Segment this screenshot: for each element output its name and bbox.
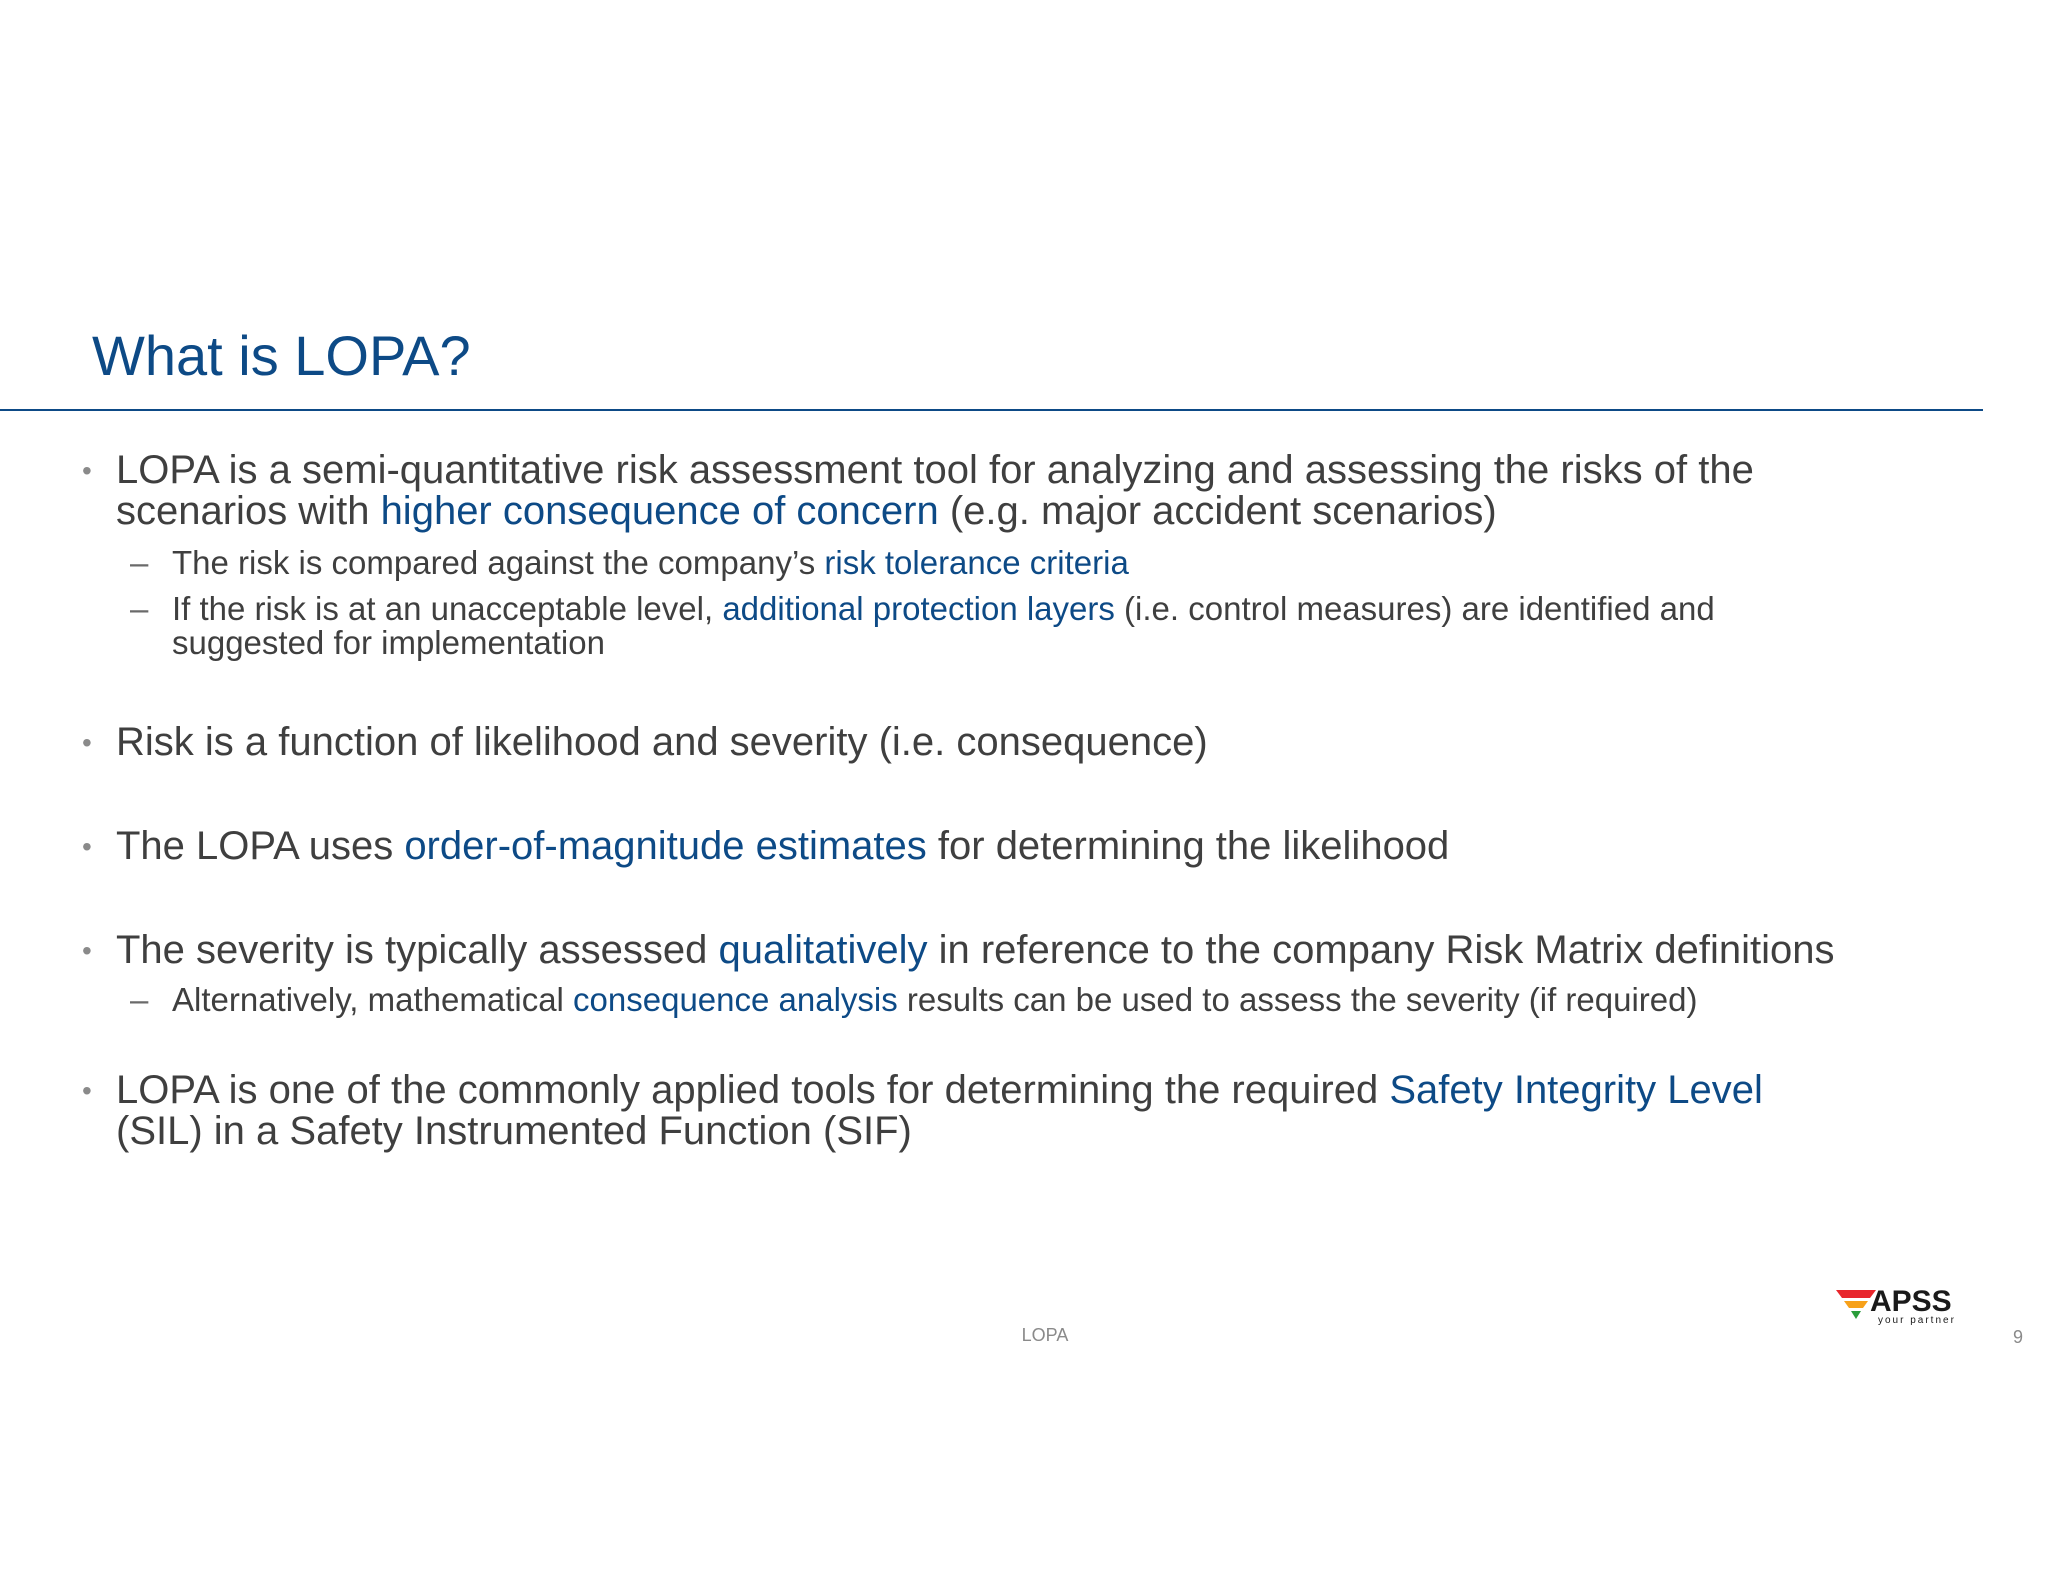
bullet-text: (e.g. major accident scenarios): [938, 489, 1497, 533]
sub-bullet-consequence-analysis: [130, 981, 1972, 1018]
sub-bullet-text: The risk is compared against the company’s: [172, 544, 825, 581]
highlight-text: consequence analysis: [573, 981, 898, 1018]
bullet-dot: •: [82, 831, 92, 862]
sub-bullet-risk-compared: [130, 544, 1972, 581]
sub-bullet-line: [172, 546, 1972, 580]
sub-bullet-dash: –: [130, 981, 149, 1018]
footer-label: LOPA: [1021, 1325, 1069, 1345]
highlight-text: additional protection layers: [722, 590, 1115, 627]
sub-bullet-line: suggested for implementation: [172, 624, 605, 661]
highlight-text: higher consequence of concern: [380, 489, 939, 533]
sub-bullet-text: (i.e. control measures) are identified and: [1114, 590, 1715, 627]
bullet-text: The severity is typically assessed: [116, 928, 719, 972]
highlight-text: risk tolerance criteria: [824, 544, 1129, 581]
bullet-line: [116, 826, 2016, 867]
bullet-text: LOPA is a semi-quantitative risk assessment tool for analyzing and assessing the risks of the: [116, 448, 1754, 492]
bullet-dot: •: [82, 727, 92, 758]
sub-bullet-dash: –: [130, 544, 149, 581]
sub-bullet-line: [172, 592, 1972, 626]
bullet-text: for determining the likelihood: [926, 824, 1450, 868]
bullet-sil: [82, 1068, 2016, 1153]
sub-bullet-protection-layers: [130, 590, 1972, 661]
logo-text: APSS: [1870, 1285, 1952, 1318]
title-divider: [0, 409, 1983, 411]
bullet-text: (SIL) in a Safety Instrumented Function (SIF): [116, 1109, 912, 1153]
bullet-text: in reference to the company Risk Matrix definitions: [927, 928, 1835, 972]
apss-logo: [1836, 1284, 1972, 1328]
bullet-text: scenarios with: [116, 489, 381, 533]
bullet-risk-function: [82, 720, 2016, 764]
sub-bullet-text: If the risk is at an unacceptable level,: [172, 590, 723, 627]
bullet-dot: •: [82, 455, 92, 486]
bullet-likelihood: [82, 824, 2016, 868]
bullet-line: [116, 491, 2016, 532]
logo-orange-stripe: [1844, 1301, 1868, 1308]
bullet-severity: [82, 928, 2016, 972]
bullet-line: [116, 450, 2016, 491]
page-number: 9: [2012, 1327, 2023, 1347]
slide-title: What is LOPA?: [92, 324, 471, 387]
bullet-dot: •: [82, 1075, 92, 1106]
logo-green-arrow: [1851, 1311, 1861, 1319]
highlight-text: Safety Integrity Level: [1389, 1068, 1763, 1112]
bullet-text: Risk is a function of likelihood and severity (i.e. consequence): [116, 720, 1208, 764]
highlight-text: order-of-magnitude estimates: [404, 824, 927, 868]
bullet-text: The LOPA uses: [116, 824, 405, 868]
bullet-lopa-definition: [82, 448, 2016, 533]
bullet-text: LOPA is one of the commonly applied tools for determining the required: [116, 1068, 1390, 1112]
sub-bullet-line: [172, 983, 1972, 1017]
bullet-line: [116, 1070, 2016, 1111]
sub-bullet-text: results can be used to assess the severity (if required): [897, 981, 1698, 1018]
bullet-line: [116, 930, 2016, 971]
logo-tagline: your partner: [1878, 1315, 1956, 1326]
bullet-dot: •: [82, 935, 92, 966]
sub-bullet-dash: –: [130, 590, 149, 627]
highlight-text: qualitatively: [718, 928, 928, 972]
sub-bullet-text: Alternatively, mathematical: [172, 981, 574, 1018]
